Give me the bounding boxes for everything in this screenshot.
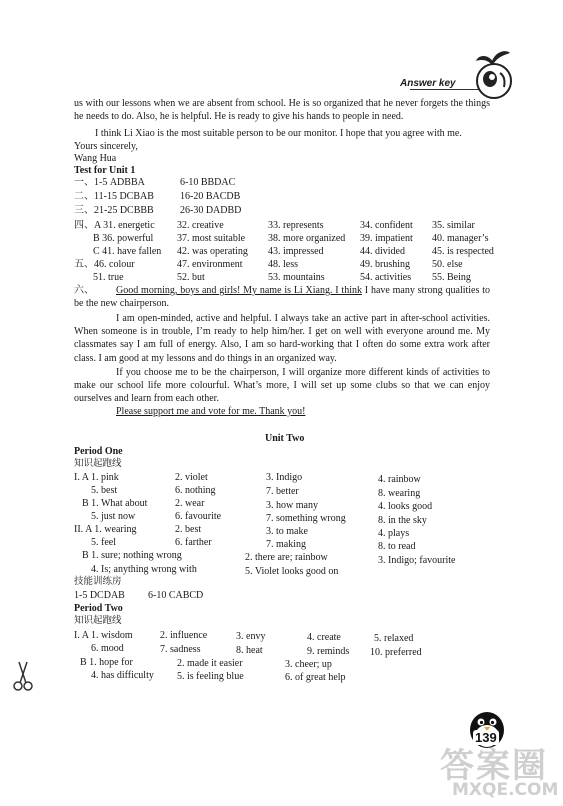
answer-cell: B 1. sure; nothing wrong <box>82 550 182 561</box>
essay-paragraph-1 <box>74 284 490 310</box>
answer-cell: 6. farther <box>175 537 212 548</box>
answer-cell: 2. wear <box>175 498 205 509</box>
answer-cell: 40. manager’s <box>432 233 489 244</box>
answer-cell: 8. in the sky <box>378 515 427 526</box>
answer-cell: 2. violet <box>175 472 208 483</box>
answer-cell: II. A 1. wearing <box>74 524 137 535</box>
answer-cell: 44. divided <box>360 246 405 257</box>
letter-paragraph-2: I think Li Xiao is the most suitable person to be our monitor. I hope that you agree with me. <box>95 128 462 139</box>
unit-two-title: Unit Two <box>265 433 305 444</box>
answer-cell: 35. similar <box>432 220 475 231</box>
answer-cell: 2. made it easier <box>177 658 243 669</box>
answer-cell: 7. something wrong <box>266 513 346 524</box>
answer-cell: 16-20 BACDB <box>180 191 241 202</box>
section-heading: 知识起跑线 <box>74 458 122 469</box>
page-number: 139 <box>475 730 497 745</box>
answer-cell: 2. best <box>175 524 202 535</box>
answer-cell: 26-30 DADBD <box>180 205 242 216</box>
answer-cell: 6. of great help <box>285 672 346 683</box>
answer-cell: 一、1-5 ADBBA <box>74 177 145 188</box>
answer-cell: 4. rainbow <box>378 474 421 485</box>
answer-cell: 三、21-25 DCBBB <box>74 205 154 216</box>
answer-cell: 4. has difficulty <box>91 670 154 681</box>
answer-cell: 42. was operating <box>177 246 248 257</box>
answer-cell: 43. impressed <box>268 246 324 257</box>
section-heading: 知识起跑线 <box>74 615 122 626</box>
answer-cell: 54. activities <box>360 272 412 283</box>
answer-cell: 7. better <box>266 486 299 497</box>
answer-cell: I. A 1. wisdom <box>74 630 133 641</box>
section-heading: 技能训练房 <box>74 576 122 587</box>
answer-cell: 33. represents <box>268 220 324 231</box>
answer-cell: 48. less <box>268 259 298 270</box>
answer-cell: I. A 1. pink <box>74 472 119 483</box>
answer-cell: 4. create <box>307 632 341 643</box>
watermark-logo: 答案圈 <box>440 746 548 786</box>
answer-cell: 7. making <box>266 539 306 550</box>
answer-cell: 3. cheer; up <box>285 659 332 670</box>
answer-cell: 2. influence <box>160 630 208 641</box>
answer-cell: 6. favourite <box>175 511 222 522</box>
answer-cell: 5. relaxed <box>374 633 414 644</box>
answer-cell: 3. Indigo; favourite <box>378 555 456 566</box>
answer-cell: 4. looks good <box>378 501 433 512</box>
essay-opening-rest: I have many strong qualities to be the new chairperson. <box>74 285 490 310</box>
answer-cell: 5. just now <box>91 511 136 522</box>
answer-cell: 5. best <box>91 485 118 496</box>
answer-cell: 6-10 BBDAC <box>180 177 236 188</box>
answer-cell: 2. there are; rainbow <box>245 552 328 563</box>
answer-cell: B 1. hope for <box>80 657 133 668</box>
essay-paragraph-4: Please support me and vote for me. Thank you! <box>116 406 306 417</box>
answer-cell: 47. environment <box>177 259 243 270</box>
answer-cell: 10. preferred <box>370 647 422 658</box>
essay-paragraph-3: If you choose me to be the chairperson, I will organize more different kinds of activities to make our school life more colourful. What’s more, I will set up some clubs so that we can enjoy ourselves and learn from each other. <box>74 367 490 405</box>
answer-cell: 32. creative <box>177 220 224 231</box>
answer-cell: 3. to make <box>266 526 308 537</box>
answer-cell: 四、A 31. energetic <box>74 220 155 231</box>
answer-cell: 五、46. colour <box>74 259 135 270</box>
answer-key-label: Answer key <box>400 78 456 89</box>
answer-cell: 37. most suitable <box>177 233 246 244</box>
answer-cell: 4. plays <box>378 528 410 539</box>
letter-paragraph-1: us with our lessons when we are absent from school. He is so organized that he never forgets the things he needs to do. Also, he is helpful. He is ready to give his hands to people in need. <box>74 98 490 123</box>
answer-cell: 6. nothing <box>175 485 216 496</box>
answer-cell: 49. brushing <box>360 259 410 270</box>
test-unit1-title: Test for Unit 1 <box>74 165 136 176</box>
answer-cell: 6-10 CABCD <box>148 590 204 601</box>
answer-cell: 3. Indigo <box>266 472 303 483</box>
period-one-title: Period One <box>74 446 123 457</box>
answer-cell: 8. to read <box>378 541 416 552</box>
answer-cell: 8. heat <box>236 645 263 656</box>
apple-icon <box>470 47 518 103</box>
answer-cell: 52. but <box>177 272 205 283</box>
answer-cell: 55. Being <box>432 272 471 283</box>
answer-cell: 4. Is; anything wrong with <box>91 564 197 575</box>
answer-cell: 3. envy <box>236 631 266 642</box>
answer-cell: B 1. What about <box>82 498 148 509</box>
answer-cell: B 36. powerful <box>93 233 154 244</box>
letter-signature: Wang Hua <box>74 153 117 164</box>
answer-cell: 45. is respected <box>432 246 494 257</box>
answer-cell: 5. Violet looks good on <box>245 566 339 577</box>
answer-cell: 50. else <box>432 259 463 270</box>
answer-cell: 8. wearing <box>378 488 421 499</box>
answer-cell: 5. is feeling blue <box>177 671 244 682</box>
answer-cell: 3. how many <box>266 500 318 511</box>
essay-underlined-opening: Good morning, boys and girls! My name is Li Xiang. I think <box>116 285 362 296</box>
answer-cell: 39. impatient <box>360 233 413 244</box>
answer-cell: 5. feel <box>91 537 116 548</box>
answer-cell: 53. mountains <box>268 272 325 283</box>
answer-cell: 34. confident <box>360 220 413 231</box>
answer-cell: 6. mood <box>91 643 124 654</box>
answer-cell: 9. reminds <box>307 646 350 657</box>
scissors-icon <box>12 660 34 692</box>
letter-closing: Yours sincerely, <box>74 141 138 152</box>
period-two-title: Period Two <box>74 603 123 614</box>
essay-paragraph-2: I am open-minded, active and helpful. I always take an active part in after-school activities. When someone is in trouble, I’m ready to help him/her. I get on well with everyone around me. My classmates say I am full of energy. Also, I am so hard-working that I often do some extra work after class. I am good at my lessons and do things in an organized way. <box>74 313 490 364</box>
watermark-url: MXQE.COM <box>452 780 559 800</box>
answer-cell: 38. more organized <box>268 233 346 244</box>
answer-cell: C 41. have fallen <box>93 246 162 257</box>
answer-cell: 7. sadness <box>160 644 201 655</box>
answer-cell: 51. true <box>93 272 124 283</box>
essay-section-label: 六、 <box>74 285 94 296</box>
answer-cell: 二、11-15 DCBAB <box>74 191 154 202</box>
answer-cell: 1-5 DCDAB <box>74 590 125 601</box>
